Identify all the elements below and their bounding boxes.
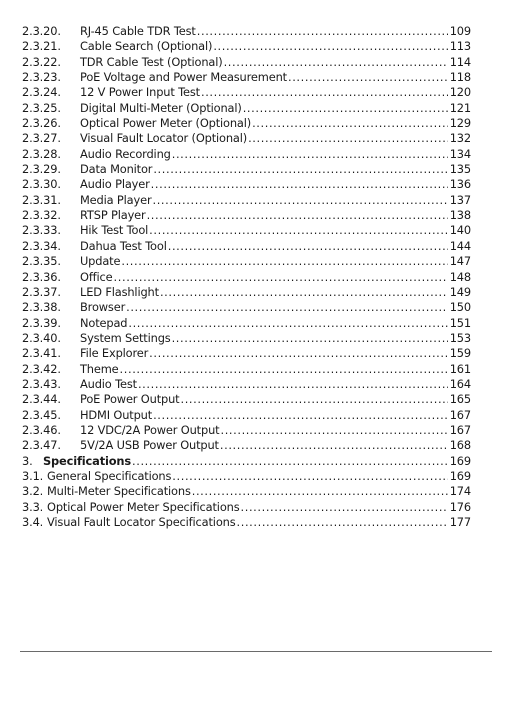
toc-entry[interactable] (22, 438, 471, 453)
toc-entry-title: Theme (80, 361, 119, 376)
toc-entry-page-number: 150 (449, 300, 471, 315)
toc-entry-number: 2.3.24. (22, 85, 61, 100)
toc-entry-page-number: 144 (449, 238, 471, 253)
toc-entry[interactable] (22, 362, 471, 377)
toc-dot-leader (180, 392, 448, 407)
toc-dot-leader (248, 131, 448, 146)
toc-entry-page-number: 132 (449, 131, 471, 146)
toc-entry-number: 2.3.22. (22, 54, 61, 69)
toc-entry-page-number: 164 (449, 376, 471, 391)
toc-entry-title: File Explorer (80, 346, 149, 361)
toc-dot-leader (192, 484, 448, 499)
toc-entry-number: 2.3.45. (22, 407, 61, 422)
toc-entry-number: 2.3.34. (22, 238, 61, 253)
toc-entry-number: 2.3.33. (22, 223, 61, 238)
toc-entry-number: 2.3.46. (22, 422, 61, 437)
toc-entry-number: 2.3.29. (22, 162, 61, 177)
toc-entry[interactable] (22, 208, 471, 223)
toc-entry-page-number: 138 (449, 208, 471, 223)
toc-entry-number: 2.3.44. (22, 392, 61, 407)
toc-entry[interactable] (22, 162, 471, 177)
toc-entry-number: 2.3.27. (22, 131, 61, 146)
toc-entry[interactable] (22, 131, 471, 146)
toc-entry[interactable] (22, 469, 471, 484)
toc-entry-title: Audio Test (80, 376, 137, 391)
toc-entry-number: 2.3.21. (22, 39, 61, 54)
toc-entry[interactable] (22, 331, 471, 346)
toc-entry[interactable] (22, 392, 471, 407)
toc-entry[interactable] (22, 254, 471, 269)
toc-entry-page-number: 169 (449, 468, 471, 483)
toc-dot-leader (121, 254, 448, 269)
toc-entry-number: 2.3.28. (22, 146, 61, 161)
toc-dot-leader (172, 469, 448, 484)
toc-entry[interactable] (22, 239, 471, 254)
toc-entry-number: 2.3.39. (22, 315, 61, 330)
toc-dot-leader (147, 208, 448, 223)
toc-entry[interactable] (22, 39, 471, 54)
toc-entry-number: 3. (22, 453, 33, 468)
toc-entry-title: Update (80, 254, 121, 269)
toc-dot-leader (153, 162, 448, 177)
toc-entry-title: 12 V Power Input Test (80, 85, 200, 100)
toc-entry-title: Audio Recording (80, 146, 171, 161)
toc-entry-page-number: 135 (449, 162, 471, 177)
toc-entry-title: TDR Cable Test (Optional) (80, 54, 223, 69)
toc-entry[interactable] (22, 408, 471, 423)
toc-dot-leader (213, 39, 448, 54)
toc-entry[interactable] (22, 377, 471, 392)
toc-dot-leader (237, 515, 449, 530)
toc-entry-number: 2.3.36. (22, 269, 61, 284)
toc-entry-page-number: 159 (449, 346, 471, 361)
toc-entry-page-number: 153 (449, 330, 471, 345)
toc-entry-page-number: 113 (449, 39, 471, 54)
toc-entry[interactable] (22, 300, 471, 315)
toc-entry-page-number: 169 (449, 453, 471, 468)
toc-entry-page-number: 136 (449, 177, 471, 192)
toc-dot-leader (241, 500, 449, 515)
toc-entry-page-number: 151 (449, 315, 471, 330)
toc-entry-number: 2.3.37. (22, 284, 61, 299)
toc-entry-title: 5V/2A USB Power Output (80, 438, 219, 453)
toc-entry-title: Browser (80, 300, 126, 315)
toc-dot-leader (224, 55, 448, 70)
toc-entry-title: General Specifications (47, 468, 172, 483)
toc-entry[interactable] (22, 24, 471, 39)
toc-dot-leader (243, 101, 448, 116)
toc-dot-leader (149, 346, 448, 361)
toc-entry-number: 2.3.26. (22, 116, 61, 131)
toc-entry-title: Optical Power Meter Specifications (47, 499, 240, 514)
toc-entry-number: 2.3.38. (22, 300, 61, 315)
toc-entry-number: 2.3.25. (22, 100, 61, 115)
toc-entry-page-number: 109 (449, 24, 471, 38)
toc-entry[interactable] (22, 223, 471, 238)
toc-entry-page-number: 118 (449, 70, 471, 85)
toc-entry-number: 2.3.32. (22, 208, 61, 223)
toc-dot-leader (172, 331, 448, 346)
toc-entry-title: Audio Player (80, 177, 150, 192)
toc-entry-page-number: 168 (449, 438, 471, 453)
toc-dot-leader (220, 438, 448, 453)
toc-entry-title: Data Monitor (80, 162, 153, 177)
toc-entry[interactable] (22, 70, 471, 85)
toc-entry-title: Visual Fault Locator (Optional) (80, 131, 248, 146)
toc-entry-title: RJ-45 Cable TDR Test (80, 24, 196, 38)
toc-dot-leader (288, 70, 448, 85)
toc-entry-number: 2.3.43. (22, 376, 61, 391)
toc-dot-leader (120, 362, 448, 377)
toc-entry[interactable] (22, 147, 471, 162)
toc-entry[interactable] (22, 454, 471, 469)
toc-entry-title: HDMI Output (80, 407, 153, 422)
toc-entry-number: 2.3.30. (22, 177, 61, 192)
toc-entry-title: RTSP Player (80, 208, 146, 223)
toc-entry-number: 3.2. (22, 484, 44, 499)
toc-dot-leader (201, 85, 448, 100)
toc-entry[interactable] (22, 177, 471, 192)
toc-entry-title: Media Player (80, 192, 152, 207)
toc-entry-page-number: 121 (449, 100, 471, 115)
toc-entry-page-number: 140 (449, 223, 471, 238)
toc-dot-leader (168, 239, 448, 254)
toc-entry-title: Hik Test Tool (80, 223, 149, 238)
toc-entry-page-number: 161 (449, 361, 471, 376)
toc-entry[interactable] (22, 116, 471, 131)
toc-dot-leader (126, 300, 448, 315)
toc-dot-leader (132, 454, 448, 469)
toc-entry-title: Digital Multi-Meter (Optional) (80, 100, 242, 115)
toc-entry[interactable] (22, 101, 471, 116)
table-of-contents (22, 24, 471, 530)
toc-entry-title: Optical Power Meter (Optional) (80, 116, 252, 131)
toc-entry[interactable] (22, 193, 471, 208)
toc-entry-number: 3.1. (22, 468, 44, 483)
toc-dot-leader (152, 193, 448, 208)
toc-entry-page-number: 137 (449, 192, 471, 207)
toc-dot-leader (252, 116, 448, 131)
toc-dot-leader (220, 423, 448, 438)
toc-dot-leader (128, 316, 448, 331)
footer-divider (20, 651, 492, 652)
toc-entry-page-number: 176 (449, 499, 471, 514)
toc-entry-title: Office (80, 269, 113, 284)
toc-entry-page-number: 147 (449, 254, 471, 269)
toc-entry-title: LED Flashlight (80, 284, 159, 299)
toc-entry-title: System Settings (80, 330, 171, 345)
toc-entry-number: 2.3.35. (22, 254, 61, 269)
toc-entry-page-number: 148 (449, 269, 471, 284)
toc-entry[interactable] (22, 285, 471, 300)
toc-entry[interactable] (22, 85, 471, 100)
toc-entry-page-number: 134 (449, 146, 471, 161)
toc-entry-title: PoE Power Output (80, 392, 180, 407)
toc-entry-page-number: 120 (449, 85, 471, 100)
toc-entry-title: 12 VDC/2A Power Output (80, 422, 220, 437)
toc-entry-page-number: 149 (449, 284, 471, 299)
toc-entry-number: 2.3.47. (22, 438, 61, 453)
toc-entry-title: Visual Fault Locator Specifications (47, 515, 236, 529)
toc-entry-title: Notepad (80, 315, 128, 330)
toc-entry-page-number: 177 (449, 515, 471, 529)
toc-entry-page-number: 174 (449, 484, 471, 499)
toc-dot-leader (197, 24, 448, 39)
toc-entry[interactable] (22, 270, 471, 285)
toc-entry-number: 2.3.31. (22, 192, 61, 207)
toc-entry-title: Dahua Test Tool (80, 238, 167, 253)
toc-entry-page-number: 114 (449, 54, 471, 69)
toc-dot-leader (138, 377, 448, 392)
toc-entry[interactable] (22, 423, 471, 438)
toc-dot-leader (153, 408, 448, 423)
toc-entry-page-number: 165 (449, 392, 471, 407)
toc-dot-leader (149, 223, 448, 238)
toc-entry-number: 2.3.23. (22, 70, 61, 85)
toc-entry[interactable] (22, 346, 471, 361)
toc-entry-title: Specifications (43, 453, 132, 468)
toc-entry[interactable] (22, 55, 471, 70)
toc-entry[interactable] (22, 484, 471, 499)
toc-entry-number: 2.3.41. (22, 346, 61, 361)
toc-entry-page-number: 167 (449, 407, 471, 422)
toc-entry-title: Cable Search (Optional) (80, 39, 213, 54)
toc-entry-title: Multi-Meter Specifications (47, 484, 191, 499)
toc-entry[interactable] (22, 515, 471, 530)
toc-entry-number: 2.3.40. (22, 330, 61, 345)
toc-entry[interactable] (22, 316, 471, 331)
toc-entry[interactable] (22, 500, 471, 515)
toc-dot-leader (114, 270, 448, 285)
toc-entry-number: 2.3.42. (22, 361, 61, 376)
toc-entry-number: 3.4. (22, 515, 44, 529)
toc-entry-page-number: 167 (449, 422, 471, 437)
toc-entry-title: PoE Voltage and Power Measurement (80, 70, 287, 85)
toc-entry-page-number: 129 (449, 116, 471, 131)
toc-dot-leader (160, 285, 448, 300)
toc-dot-leader (151, 177, 448, 192)
toc-dot-leader (172, 147, 448, 162)
toc-entry-number: 2.3.20. (22, 24, 61, 38)
toc-entry-number: 3.3. (22, 499, 44, 514)
